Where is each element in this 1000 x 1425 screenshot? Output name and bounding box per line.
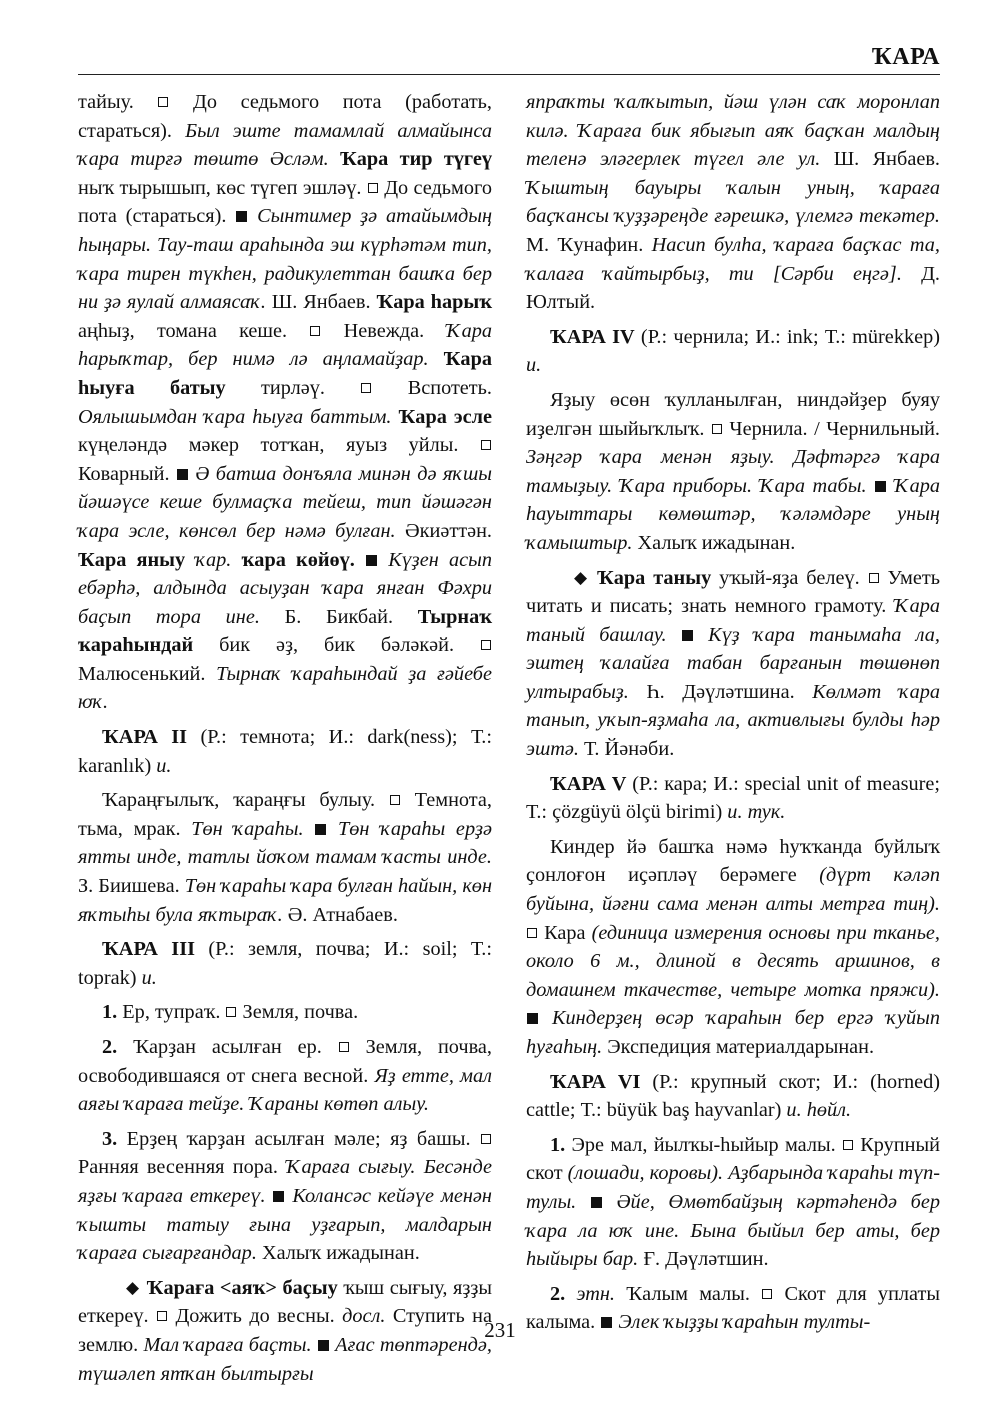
running-header: [78, 40, 940, 75]
example-marker-icon: [366, 555, 377, 566]
russian-marker-icon: [527, 928, 537, 938]
entry-heading-kara-6: ҠАРА VI (Р.: крупный скот; И.: (horned) cattle; Т.: büyük baş hayvanlar) и. һөйл.: [526, 1070, 940, 1122]
russian-marker-icon: [390, 795, 400, 805]
example-marker-icon: [875, 481, 886, 492]
entry-body-kara-4: Яҙыу өсөн ҡулланылған, ниндәйҙер буяу иҙелгән шыйыҡлыҡ. Чернила. / Чернильный. Зәңгәр ҡара менән яҙыу. Дәфтәргә ҡара тамыҙыу. Ҡара приборы. Ҡара табы. Ҡара һауыттары көмөштәр, ҡәләмдәре уның ҡамыштыр. Халыҡ ижадынан.: [526, 388, 940, 554]
sense-2: 2. этн. Ҡалым малы. Скот для уплаты калыма. Элек ҡыҙҙы ҡараһын тулты-: [526, 1282, 941, 1334]
russian-marker-icon: [226, 1007, 236, 1017]
russian-marker-icon: [712, 424, 722, 434]
running-headword: ҠАРА: [871, 44, 940, 70]
sense-1: 1. Ер, тупраҡ. Земля, почва.: [102, 1001, 359, 1024]
example-marker-icon: [236, 211, 247, 222]
russian-marker-icon: [368, 183, 378, 193]
example-marker-icon: [527, 1013, 538, 1024]
example-marker-icon: [682, 630, 693, 641]
entry-body-kara-2: Ҡараңғылыҡ, ҡараңғы булыу. Темнота, тьма, мрак. Төн ҡараһы. Төн ҡараһы ерҙә ятты инде, татлы йоҡом тамам ҡасты инде. З. Биишева. Төн ҡараһы ҡара булған һайын, көн яҡтыһы була яҡтыраҡ. Ә. Атнабаев.: [78, 789, 493, 926]
sense-3: 3. Ерҙең ҡарҙан асылған мәле; яҙ башы. Ранняя весенняя пора. Ҡараға сығыу. Бесәнде яҙғы ҡараға еткереү. Колансәс кейәүе менән ҡышты татыу ғына уҙғарып, малдарын ҡараға сығарғандар. Халыҡ ижадынан.: [78, 1127, 492, 1265]
entry-continuation: тайыу. До седьмого пота (работать, стараться). Был эште тамамлай алмайынса ҡара тирғә төштө Әсләм. Ҡара тир түгеү ныҡ тырышып, көс түгеп эшләү. До седьмого пота (стараться). Сынтимер ҙә атайымдың һыңары. Тау-таш араһында эш күрһәтәм тип, ҡара тирен түкһен, радикулеттан башҡа бер ни ҙә яулай алмаясаҡ. Ш. Янбаев. Ҡара һарыҡ аңһыҙ, томана кеше. Невежда. Ҡара һарыҡтар, бер нимә лә аңламайҙар. Ҡара һыуға батыу тирләү. Вспотеть. Оялышымдан ҡара һыуға баттым. Ҡара эсле күңеләндә мәкер тотҡан, яуыз уйлы. Коварный. Ә батша донъяла минән дә яҡшы йәшәүсе кеше булмаҫҡа тейеш, тип йәшәгән ҡара эсле, көнсөл бер нәмә булған. Әкиәттән. Ҡара яныу ҡар. ҡара көйөү. Күҙен асып ебәрһә, алдында асыуҙан ҡара янған Фәхри баҫып тора ине. Б. Бикбай. Тырнаҡ ҡараһындай бик әҙ, бик бәләкәй. Малюсенький. Тырнаҡ ҡараһындай ҙа ғәйебе юҡ.: [78, 91, 493, 714]
russian-marker-icon: [361, 383, 371, 393]
russian-marker-icon: [481, 1134, 491, 1144]
russian-marker-icon: [869, 573, 879, 583]
phrase-entry: ◆ Ҡараға <аяҡ> баҫыу ҡыш сығыу, яҙҙы еткереү. Дожить до весны. досл. Ступить на землю. Мал ҡараға баҫты. Ағас төптәрендә, түшәлеп ятҡан былтырғы: [78, 1274, 492, 1388]
entry-heading-kara-3: ҠАРА III (Р.: земля, почва; И.: soil; Т.: toprak) и.: [78, 938, 492, 989]
russian-marker-icon: [762, 1289, 772, 1299]
russian-marker-icon: [310, 326, 320, 336]
sense-2: 2. Ҡарҙан асылған ер. Земля, почва, освободившаяся от снега весной. Яҙ етте, мал аяғы ҡараға тейҙе. Ҡараны көтөп алыу.: [78, 1036, 492, 1116]
russian-marker-icon: [158, 97, 168, 107]
entry-heading-kara-4: ҠАРА IV (Р.: чернила; И.: ink; Т.: mürekkep) и.: [526, 325, 940, 377]
russian-marker-icon: [339, 1042, 349, 1052]
page-number: 231: [484, 1318, 516, 1342]
entry-continuation: япраҡты ҡалҡытып, йәш үлән саҡ моронлап килә. Ҡараға бик ябығып аяҡ баҫҡан малдың теленә эләгерлек түгел әле ул. Ш. Янбаев. Ҡыштың бауыры ҡалын уның, ҡараға баҫҡансы ҡуҙҙәреңде ғәрешкә, үлемгә текәтер. М. Ҡунафин. Насип булһа, ҡараға баҫҡас та, ҡалаға ҡайтырбыҙ, ти [Сәрби еңгә]. Д. Юлтый.: [526, 91, 940, 314]
example-marker-icon: [591, 1197, 602, 1208]
sense-1: 1. Эре мал, йылҡы-һыйыр малы. Крупный скот (лошади, коровы). Аҙбарында ҡараһы түп-тулы. Әйе, Өмөтбайҙың кәртәһендә бер ҡара ла юҡ ине. Бына быйыл бер аты, бер һыйыры бар. Ғ. Дәүләтшин.: [526, 1133, 940, 1271]
right-column: [526, 88, 940, 1337]
phrase-entry: ◆ Ҡара таныу уҡый-яҙа белеү. Уметь читать и писать; знать немного грамоту. Ҡара таный башлау. Күҙ ҡара танымаһа ла, эштең ҡалайға табан барғанын төшөнөп ултырабыҙ. Һ. Дәүләтшина. Көлмәт ҡара танып, уҡып-яҙмаһа ла, активлығы булды һәр эштә. Т. Йәнәби.: [526, 564, 940, 764]
example-marker-icon: [273, 1191, 284, 1202]
example-marker-icon: [315, 824, 326, 835]
left-column: [78, 88, 492, 1388]
russian-marker-icon: [481, 440, 491, 450]
entry-heading-kara-2: ҠАРА II (Р.: темнота; И.: dark(ness); Т.: karanlık) и.: [78, 726, 493, 777]
example-marker-icon: [177, 469, 188, 480]
russian-marker-icon: [481, 640, 491, 650]
diamond-icon: ◆: [126, 1277, 140, 1297]
entry-heading-kara-5: ҠАРА V (Р.: кара; И.: special unit of measure; Т.: çözgüyü ölçü birimi) и. тук.: [526, 772, 941, 824]
diamond-icon: ◆: [574, 567, 588, 587]
russian-marker-icon: [843, 1140, 853, 1150]
entry-body-kara-5: Киндер йә башҡа нәмә һуҡҡанда буйлыҡ ҫонлоғон иҫәпләү берәмеге (дүрт кәләп буйына, йәғни сама менән алты метрға тиң). Кара (единица измерения основы при тканье, около 6 м., длиной в десять аршинов, в домашнем ткачестве, четыре мотка пряжи). Киндерҙең өсәр ҡараһын бер ергә ҡуйып һуғаһың. Экспедиция материалдарынан.: [526, 835, 941, 1058]
